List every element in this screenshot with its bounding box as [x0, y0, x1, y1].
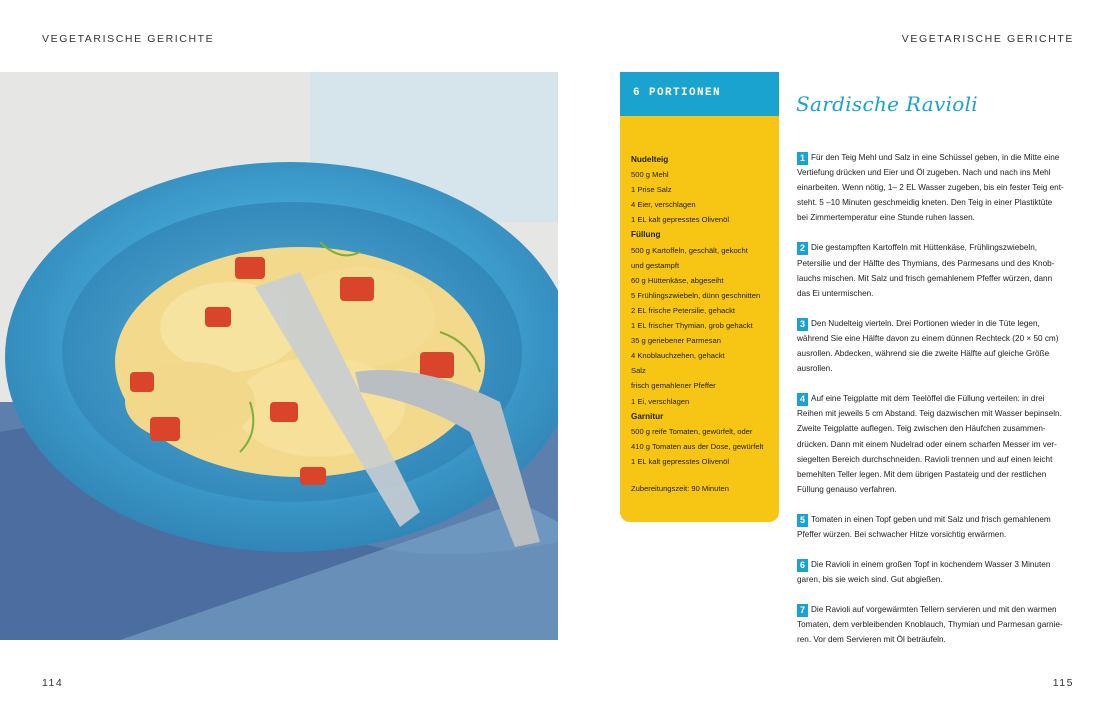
step-text: Zweite Teigplatte auflegen. Teig zwischen den Häufchen zusammen-: [797, 424, 1046, 434]
ingredient-item: Salz: [631, 366, 646, 376]
ingredient-item: 5 Frühlingszwiebeln, dünn geschnitten: [631, 290, 761, 300]
step-text: Die gestampften Kartoffeln mit Hüttenkäse, Frühlingszwiebeln,: [811, 243, 1038, 253]
ingredient-item: 1 Prise Salz: [631, 185, 672, 195]
step-line: [797, 331, 1079, 346]
step-line: [797, 316, 1079, 331]
ingredient-item: 60 g Hüttenkäse, abgeseiht: [631, 275, 724, 285]
ingredient-item: 4 Knoblauchzehen, gehackt: [631, 351, 725, 361]
recipe-step: [797, 512, 1079, 542]
recipe-step: [797, 602, 1079, 647]
step-line: [797, 240, 1079, 255]
ingredient-item: frisch gemahlener Pfeffer: [631, 381, 716, 391]
ingredient-group-heading: Nudelteig: [631, 155, 669, 164]
step-line: [797, 527, 1079, 542]
step-line: [797, 271, 1079, 286]
recipe-steps: [797, 150, 1079, 648]
step-number-badge: 5: [797, 514, 808, 527]
step-text: Die Ravioli in einem großen Topf in kochendem Wasser 3 Minuten: [811, 560, 1051, 570]
step-line: [797, 195, 1079, 210]
step-text: ausrollen. Abdecken, während sie die zweite Hälfte auf gleiche Größe: [797, 349, 1050, 359]
ravioli-illustration: [0, 72, 558, 640]
ravioli-photo: [0, 72, 558, 640]
step-line: [797, 557, 1079, 572]
step-text: Vertiefung drücken und Eier und Öl zugeben. Nach und nach ins Mehl: [797, 168, 1051, 178]
step-text: einarbeiten. Wenn nötig, 1– 2 EL Wasser zugeben, bis ein fester Teig ent-: [797, 183, 1064, 193]
step-line: [797, 452, 1079, 467]
recipe-step: [797, 316, 1079, 376]
step-line: [797, 150, 1079, 165]
step-line: [797, 467, 1079, 482]
ingredient-item: 410 g Tomaten aus der Dose, gewürfelt: [631, 441, 764, 451]
portions-header: 6 PORTIONEN: [620, 72, 779, 116]
step-number-badge: 7: [797, 604, 808, 617]
step-text: siegelten Bereich durchschneiden. Ravioli trennen und auf einen leicht: [797, 454, 1053, 464]
running-head-right: VEGETARISCHE GERICHTE: [901, 33, 1074, 45]
step-text: Den Nudelteig vierteln. Drei Portionen wieder in die Tüte legen,: [811, 318, 1040, 328]
step-number-badge: 2: [797, 242, 808, 255]
step-line: [797, 286, 1079, 301]
step-line: [797, 632, 1079, 647]
step-text: bemehlten Teller legen. Mit dem übrigen Pastateig und der restlichen: [797, 469, 1047, 479]
ingredient-item: und gestampft: [631, 260, 680, 270]
step-number-badge: 1: [797, 152, 808, 165]
step-line: [797, 482, 1079, 497]
ingredient-group-heading: Füllung: [631, 230, 661, 240]
step-text: das Ei untermischen.: [797, 288, 874, 298]
step-line: [797, 572, 1079, 587]
step-line: [797, 406, 1079, 421]
ingredient-item: 500 g Kartoffeln, geschält, gekocht: [631, 245, 748, 255]
step-text: steht. 5 –10 Minuten geschmeidig kneten. Den Teig in einer Plastiktüte: [797, 198, 1053, 208]
step-line: [797, 437, 1079, 452]
preparation-time: Zubereitungszeit: 90 Minuten: [631, 483, 729, 493]
step-line: [797, 346, 1079, 361]
step-text: Reihen mit jeweils 5 cm Abstand. Teig dazwischen mit Wasser bepinseln.: [797, 409, 1062, 419]
recipe-title: Sardische Ravioli: [796, 92, 978, 116]
ingredient-item: 2 EL frische Petersilie, gehackt: [631, 305, 735, 315]
step-line: [797, 421, 1079, 436]
step-line: [797, 617, 1079, 632]
recipe-step: [797, 240, 1079, 300]
step-text: garen, bis sie weich sind. Gut abgießen.: [797, 575, 943, 585]
step-text: Füllung genauso verfahren.: [797, 484, 897, 494]
step-text: während Sie eine Hälfte davon zu einem dünnen Rechteck (20 × 50 cm): [797, 333, 1059, 343]
step-text: Tomaten in einen Topf geben und mit Salz und frisch gemahlenem: [811, 514, 1051, 524]
ingredients-list: [620, 116, 779, 496]
step-line: [797, 210, 1079, 225]
ingredient-item: 500 g Mehl: [631, 170, 669, 180]
step-number-badge: 6: [797, 559, 808, 572]
step-text: Die Ravioli auf vorgewärmten Tellern servieren und mit den warmen: [811, 605, 1057, 615]
step-line: [797, 361, 1079, 376]
step-line: [797, 602, 1079, 617]
step-line: [797, 180, 1079, 195]
ingredient-item: 1 EL kalt gepresstes Olivenöl: [631, 456, 730, 466]
step-number-badge: 3: [797, 318, 808, 331]
step-line: [797, 165, 1079, 180]
ingredient-item: 1 Ei, verschlagen: [631, 396, 690, 406]
portions-card: [620, 72, 779, 522]
ingredient-item: 1 EL kalt gepresstes Olivenöl: [631, 215, 730, 225]
step-text: ausrollen.: [797, 364, 833, 374]
running-head-left: VEGETARISCHE GERICHTE: [42, 33, 215, 45]
recipe-step: [797, 391, 1079, 497]
page-number-right: 115: [1052, 677, 1074, 689]
ingredient-item: 35 g geriebener Parmesan: [631, 336, 721, 346]
step-text: Pfeffer würzen. Bei schwacher Hitze vorsichtig erwärmen.: [797, 529, 1007, 539]
step-text: Auf eine Teigplatte mit dem Teelöffel die Füllung verteilen: in drei: [811, 394, 1045, 404]
step-line: [797, 391, 1079, 406]
recipe-step: [797, 150, 1079, 225]
step-text: lauchs mischen. Mit Salz und frisch gemahlenem Pfeffer würzen, dann: [797, 273, 1053, 283]
step-text: drücken. Dann mit einem Nudelrad oder einem scharfen Messer im ver-: [797, 439, 1057, 449]
ingredient-group-heading: Garnitur: [631, 411, 664, 421]
step-text: Für den Teig Mehl und Salz in eine Schüssel geben, in die Mitte eine: [811, 153, 1060, 162]
ingredient-item: 4 Eier, verschlagen: [631, 200, 696, 210]
ingredient-item: 500 g reife Tomaten, gewürfelt, oder: [631, 426, 753, 436]
page-number-left: 114: [42, 677, 64, 689]
step-text: bei Zimmertemperatur eine Stunde ruhen lassen.: [797, 213, 975, 223]
step-text: ren. Vor dem Servieren mit Öl beträufeln.: [797, 635, 946, 645]
step-text: Petersilie und der Hälfte des Thymians, des Parmesans und des Knob-: [797, 258, 1055, 268]
step-line: [797, 256, 1079, 271]
step-text: Tomaten, dem verbleibenden Knoblauch, Thymian und Parmesan garnie-: [797, 620, 1063, 630]
ingredient-item: 1 EL frischer Thymian, grob gehackt: [631, 321, 753, 331]
step-line: [797, 512, 1079, 527]
step-number-badge: 4: [797, 393, 808, 406]
recipe-step: [797, 557, 1079, 587]
